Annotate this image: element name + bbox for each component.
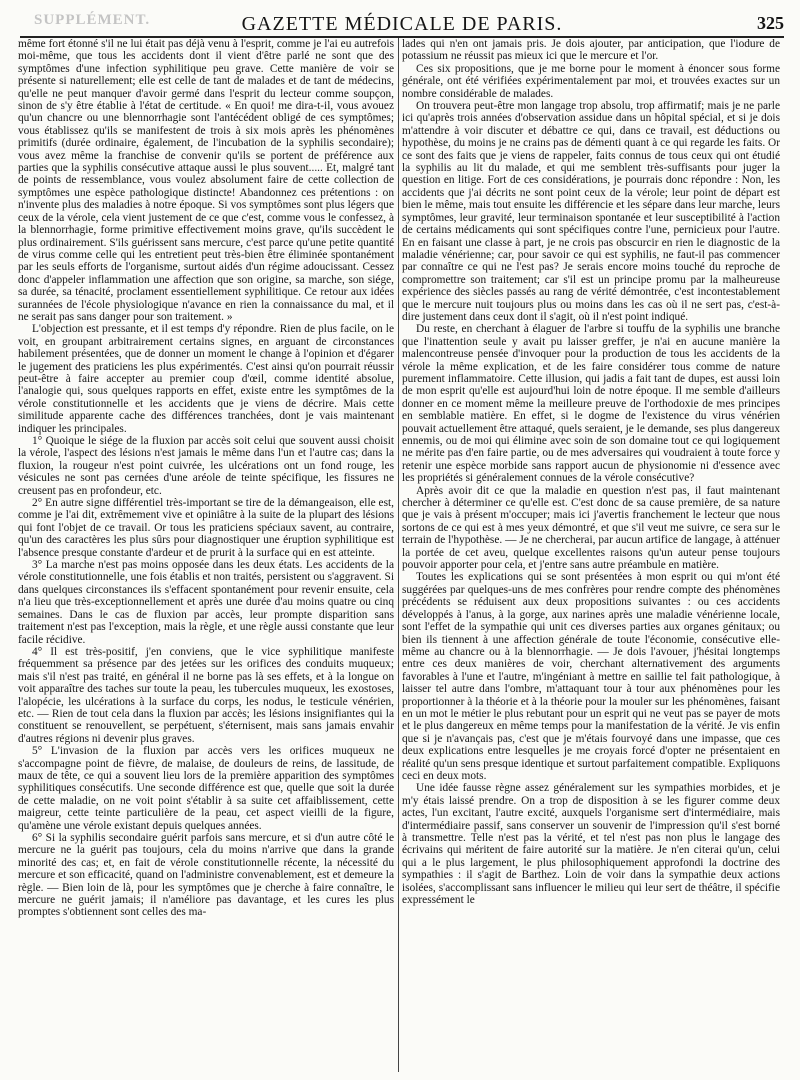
column-divider (398, 38, 399, 1072)
paragraph: lades qui n'en ont jamais pris. Je dois ajouter, par anticipation, que l'iodure de potassium ne réussit pas mieux ici que le mercure et l'or. (402, 38, 780, 63)
supplement-label: SUPPLÉMENT. (34, 12, 151, 28)
paragraph: Ces six propositions, que je me borne pour le moment à énoncer sous forme générale, ont été vérifiées expérimentalement par moi, et trouvées exactes sur un nombre considérable de malades. (402, 62, 780, 100)
journal-title: GAZETTE MÉDICALE DE PARIS. (241, 13, 563, 35)
paragraph: même fort étonné s'il ne lui était pas déjà venu à l'esprit, comme je l'ai eu autrefois moi-même, que tous les accidents dont il vient d'être parlé ne sont que des symptômes d'une infection syphilitique peu grave. Cette manière de voir se présente si naturellement; elle est celle de tant de malades et de tant de médecins, qu'elle ne peut manquer d'avoir germé dans l'esprit du lecteur comme soupçon, sinon de s'y être établie à l'état de certitude. « En quoi! me dira-t-il, vous avouez qu'un chancre ou une blennorrhagie sont l'antécédent obligé de ces symptômes; vous établissez qu'ils se manifestent de trois à six mois après les phénomènes primitifs (durée ordinaire, également, de l'incubation de la syphilis secondaire); vous avez même la franchise de convenir qu'ils se portent de préférence aux parties que la syphilis consécutive attaque aussi le plus souvent..... Et, malgré tant de points de ressemblance, vous voulez absolument faire de cette collection de symptômes une espèce pathologique distincte! Abandonnez ces prétentions : on n'invente plus des maladies à notre époque. Si vos symptômes sont plus légers que ceux de la vérole, cela vient justement de ce que c'est, comme vous le confessez, à la blennorrhagie, forme primitive effectivement moins grave, qu'ils succèdent le plus ordinairement. S'ils guérissent sans mercure, c'est parce qu'une petite quantité de virus comme celle qui les entretient peut très-bien être éliminée spontanément par les seuls efforts de l'organisme, surtout aidés d'un régime adoucissant. Cessez donc d'appeler inflammation une affection que son origine, sa marche, son siége, sa durée, sa ténacité, proclament essentiellement syphilitique. Ce retour aux idées surannées de l'école physiologique n'avance en rien la connaissance du mal, et il ne serait pas sans danger pour son traitement. » (18, 38, 394, 323)
paragraph: Toutes les explications qui se sont présentées à mon esprit ou qui m'ont été suggérées par quelques-uns de mes confrères pour rendre compte des phénomènes précédents se réduisent aux deux propositions suivantes : ou ces accidents développés à l'anus, à la gorge, aux narines après une maladie vénérienne locale, sont l'effet de la sympathie qui unit ces diverses parties aux organes génitaux; ou bien ils tiennent à une affection générale de toute l'économie, consécutive elle-même au chancre ou à la blennorrhagie. — Je dois l'avouer, j'hésitai longtemps entre ces deux manières de voir, cherchant alternativement des arguments favorables à l'une et l'autre, m'ingéniant à mettre en saillie tel fait pathologique, à laisser tel autre dans l'ombre, m'attaquant tour à tour aux phénomènes pour les proportionner à la théorie et à la théorie pour la mouler sur les phénomènes, faisant en un mot le métier le plus rebutant pour un esprit qui ne veut pas se payer de mots et le plus dangereux en même temps pour la manifestation de la vérité. Je vis enfin que si je n'avançais pas, c'est que je m'étais fourvoyé dans une impasse, que ces deux explications entre lesquelles je me croyais forcé d'opter ne présentaient en réalité qu'un sens presque identique et surtout parfaitement compatible. Expliquons ceci en deux mots. (402, 571, 780, 782)
paragraph: 3° La marche n'est pas moins opposée dans les deux états. Les accidents de la vérole constitutionnelle, une fois établis et non traités, persistent ou s'aggravent. Si dans quelques circonstances ils s'effacent spontanément pour revenir ensuite, cela n'a lieu que très-exceptionnellement et après une durée d'au moins quatre ou cinq semaines. Dans le cas de fluxion par accès, leur prompte disparition sans traitement n'est pas l'exception, mais la règle, et une règle aussi constante que leur facile récidive. (18, 559, 394, 646)
paragraph: Une idée fausse règne assez généralement sur les sympathies morbides, et je m'y étais laissé prendre. On a trop de disposition à se les figurer comme deux actes, l'un excitant, l'autre excité, auxquels l'organisme sert d'intermédiaire, mais d'intermédiaire passif, sans conserver un souvenir de l'impression qu'il s'est borné à transmettre. Telle n'est pas la vérité, et tel n'est pas non plus le langage des écrivains qui méritent de faire autorité sur la matière. Je n'en citerai qu'un, celui qui a le plus largement, le plus philosophiquement approfondi la doctrine des sympathies : il s'agit de Barthez. Loin de voir dans la sympathie deux actions isolées, s'accomplissant sans influencer le milieu qui leur sert de théâtre, il spécifie expressément le (402, 782, 780, 907)
paragraph: Du reste, en cherchant à élaguer de l'arbre si touffu de la syphilis une branche que l'inattention seule y avait pu laisser greffer, je n'ai en aucune manière la malencontreuse pensée d'invoquer pour la production de tous les accidents de la vérole la même explication, et de les faire considérer tous comme de nature purement inflammatoire. Cette illusion, qui jadis a fait tant de dupes, est aussi loin de mon esprit qu'elle est aujourd'hui loin de notre époque. Il me semble d'ailleurs donner en ce moment même la meilleure preuve de l'orthodoxie de mes principes en semblable matière. En effet, si le dogme de l'existence du virus vénérien pouvait actuellement être attaqué, quels seraient, je le demande, ses plus dangereux ennemis, ou de moi qui élimine avec soin de son domaine tout ce qui logiquement ne mérite pas d'en faire partie, ou de mes adversaires qui voudraient à toute force y retenir une espèce morbide sans rapport aucun de physionomie ni d'essence avec les propriétés si généralement connues de la vérole consécutive? (402, 323, 780, 485)
page-header (20, 8, 784, 38)
page-number: 325 (757, 13, 784, 33)
paragraph: 6° Si la syphilis secondaire guérit parfois sans mercure, et si d'un autre côté le mercure ne la guérit pas toujours, cela du moins n'arrive que dans la grande minorité des cas; et, en fait de vérole constitutionnelle récente, la nécessité du mercure et son efficacité, quand on l'administre convenablement, est et demeure la règle. — Bien loin de là, pour les symptômes que je cherche à faire connaître, le mercure ne guérit jamais; il n'améliore pas davantage, et les cures les plus promptes s'obtiennent sont celles des ma- (18, 832, 394, 919)
paragraph: 2° En autre signe différentiel très-important se tire de la démangeaison, elle est, comme je l'ai dit, extrêmement vive et opiniâtre à la suite de la plupart des lésions qui font l'objet de ce travail. Or tous les praticiens spéciaux savent, au contraire, qu'un des caractères les plus sûrs pour diagnostiquer une éruption syphilitique est l'absence presque constante d'ardeur et de prurit à la surface qui en est atteinte. (18, 497, 394, 559)
paragraph: 5° L'invasion de la fluxion par accès vers les orifices muqueux ne s'accompagne point de fièvre, de malaise, de douleurs de reins, de lassitude, de maux de tête, ce qui a souvent lieu lors de la première apparition des symptômes syphilitiques consécutifs. Une seconde différence est que, quelle que soit la durée de cette maladie, on ne voit point s'établir à sa suite cet affaiblissement, cette maigreur, cette teinte particulière de la peau, cet aspect vieilli de la figure, qu'amène une vérole existant depuis quelques années. (18, 745, 394, 832)
paragraph: L'objection est pressante, et il est temps d'y répondre. Rien de plus facile, on le voit, en groupant arbitrairement certains signes, en arguant de circonstances habilement présentées, que de donner un moment le change à l'opinion et d'égarer le jugement des praticiens les plus expérimentés. C'est ainsi qu'on pourrait réussir peut-être à faire accepter au premier coup d'œil, comme identité absolue, l'analogie qui, sous quelques rapports en effet, existe entre les symptômes de la vérole constitutionnelle et les accidents que je viens de décrire. Mais cette similitude apparente cache des différences tranchées, dont je vais maintenant indiquer les principales. (18, 323, 394, 435)
paragraph: 4° Il est très-positif, j'en conviens, que le vice syphilitique manifeste fréquemment sa présence par des jetées sur les orifices des conduits muqueux; mais s'il n'est pas traité, en général il ne borne pas là ses effets, et à la longue on voit apparaître des taches sur toute la peau, les tubercules muqueux, les exostoses, l'alopécie, les ulcérations à la surface du corps, les nodus, le testicule vénérien, etc. — Rien de tout cela dans la fluxion par accès; les lésions insignifiantes qui la constituent se renouvellent, se perpétuent, s'éternisent, mais sans jamais envahir d'autres régions ni devenir plus graves. (18, 645, 394, 745)
paragraph: Après avoir dit ce que la maladie en question n'est pas, il faut maintenant chercher à déterminer ce qu'elle est. C'est donc de sa cause première, de sa nature que je vais à présent m'occuper; mais ici j'avertis franchement le lecteur que nous sortons de ce qui est à mes yeux démontré, et que s'il veut me suivre, ce sera sur le terrain de l'hypothèse. — Je ne chercherai, par aucun artifice de langage, à atténuer la portée de cet aveu, quelque excellentes raisons qu'un auteur pense toujours pouvoir apporter pour cela, et j'entre sans autre préambule en matière. (402, 484, 780, 572)
paragraph: On trouvera peut-être mon langage trop absolu, trop affirmatif; mais je ne parle ici qu'après trois années d'observation assidue dans un hôpital spécial, et si je dois m'attendre à voir discuter et débattre ce qui, dans ce travail, est déductions ou hypothèse, du moins je ne crains pas de démenti quant à ce qui regarde les faits. Or ce sont des faits que je viens de rappeler, faits connus de tous ceux qui ont étudié la syphilis au lit du malade, et qui me semblent très-suffisants pour juger la question en litige. Fort de ces considérations, je pourrais donc répondre : Non, les accidents que j'ai décrits ne sont point ceux de la vérole; leur point de départ est bien le même, mais tout ensuite les différencie et les sépare dans leur marche, leurs symptômes, leur gravité, leur terminaison spontanée et leur susceptibilité à l'action de certains médicaments qui sont spécifiques contre l'une, pernicieux pour l'autre. En en faisant une classe à part, je ne crois pas obscurcir en rien le diagnostic de la maladie vénérienne; car, pour savoir ce qui est syphilis, ne faut-il pas commencer par connaître ce qui ne l'est pas? Je serais encore moins touché du reproche de compromettre son traitement; car s'il est un principe promu par la malheureuse expérience des siècles passés au rang de vérité démontrée, c'est incontestablement que le mercure nuit toujours plus ou moins dans les cas où il ne sert pas, c'est-à-dire justement dans ceux dont il s'agit, où il n'est point indiqué. (402, 100, 780, 323)
paragraph: 1° Quoique le siége de la fluxion par accès soit celui que souvent aussi choisit la vérole, l'aspect des lésions n'est jamais le même dans l'un et l'autre cas; dans la fluxion, la rougeur n'est point cuivrée, les ulcérations ont un fond rouge, les vésicules ne sont pas cernées d'une aréole de teinte spécifique, les fissures ne creusent pas en profondeur, etc. (18, 435, 394, 497)
left-column (18, 38, 394, 1072)
right-column (402, 38, 780, 1072)
